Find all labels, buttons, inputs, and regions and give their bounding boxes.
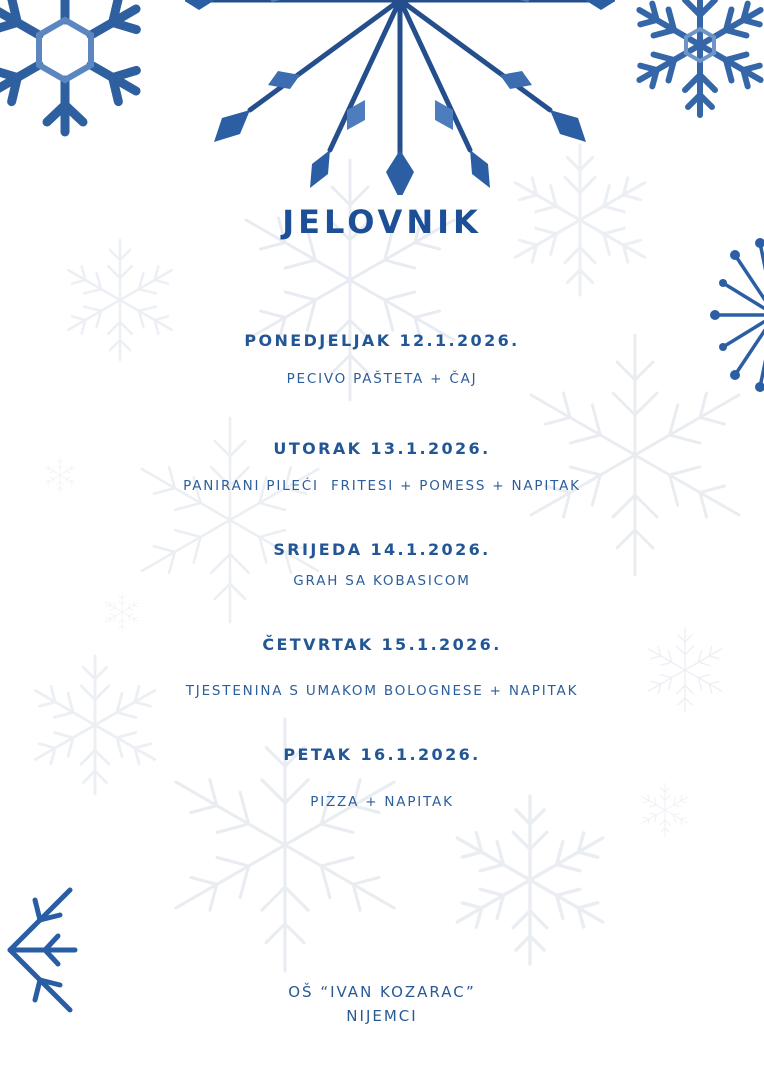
day-heading-thursday: ČETVRTAK 15.1.2026. — [262, 635, 502, 654]
background-snowflake-icon — [100, 590, 144, 634]
meal-monday: PECIVO PAŠTETA + ČAJ — [286, 371, 478, 387]
top-center-snowflake-icon — [185, 0, 615, 195]
meal-thursday: TJESTENINA S UMAKOM BOLOGNESE + NAPITAK — [185, 683, 579, 699]
background-snowflake-icon — [440, 790, 620, 970]
day-heading-monday: PONEDJELJAK 12.1.2026. — [244, 331, 520, 350]
meal-friday: PIZZA + NAPITAK — [310, 794, 454, 810]
school-name: OŠ “IVAN KOZARAC” — [288, 983, 476, 1001]
meal-tuesday: PANIRANI PILEĆI FRITESI + POMESS + NAPITAK — [183, 478, 581, 494]
top-right-snowflake-icon — [615, 0, 764, 120]
top-left-snowflake-icon — [0, 0, 170, 140]
background-snowflake-icon — [635, 780, 695, 840]
background-snowflake-icon — [20, 650, 170, 800]
day-heading-tuesday: UTORAK 13.1.2026. — [273, 439, 491, 458]
school-location: NIJEMCI — [346, 1007, 418, 1025]
day-heading-wednesday: SRIJEDA 14.1.2026. — [273, 540, 491, 559]
meal-wednesday: GRAH SA KOBASICOM — [293, 573, 471, 589]
right-edge-snowflake-icon — [695, 238, 764, 393]
page-title: JELOVNIK — [282, 203, 482, 241]
day-heading-friday: PETAK 16.1.2026. — [283, 745, 481, 764]
